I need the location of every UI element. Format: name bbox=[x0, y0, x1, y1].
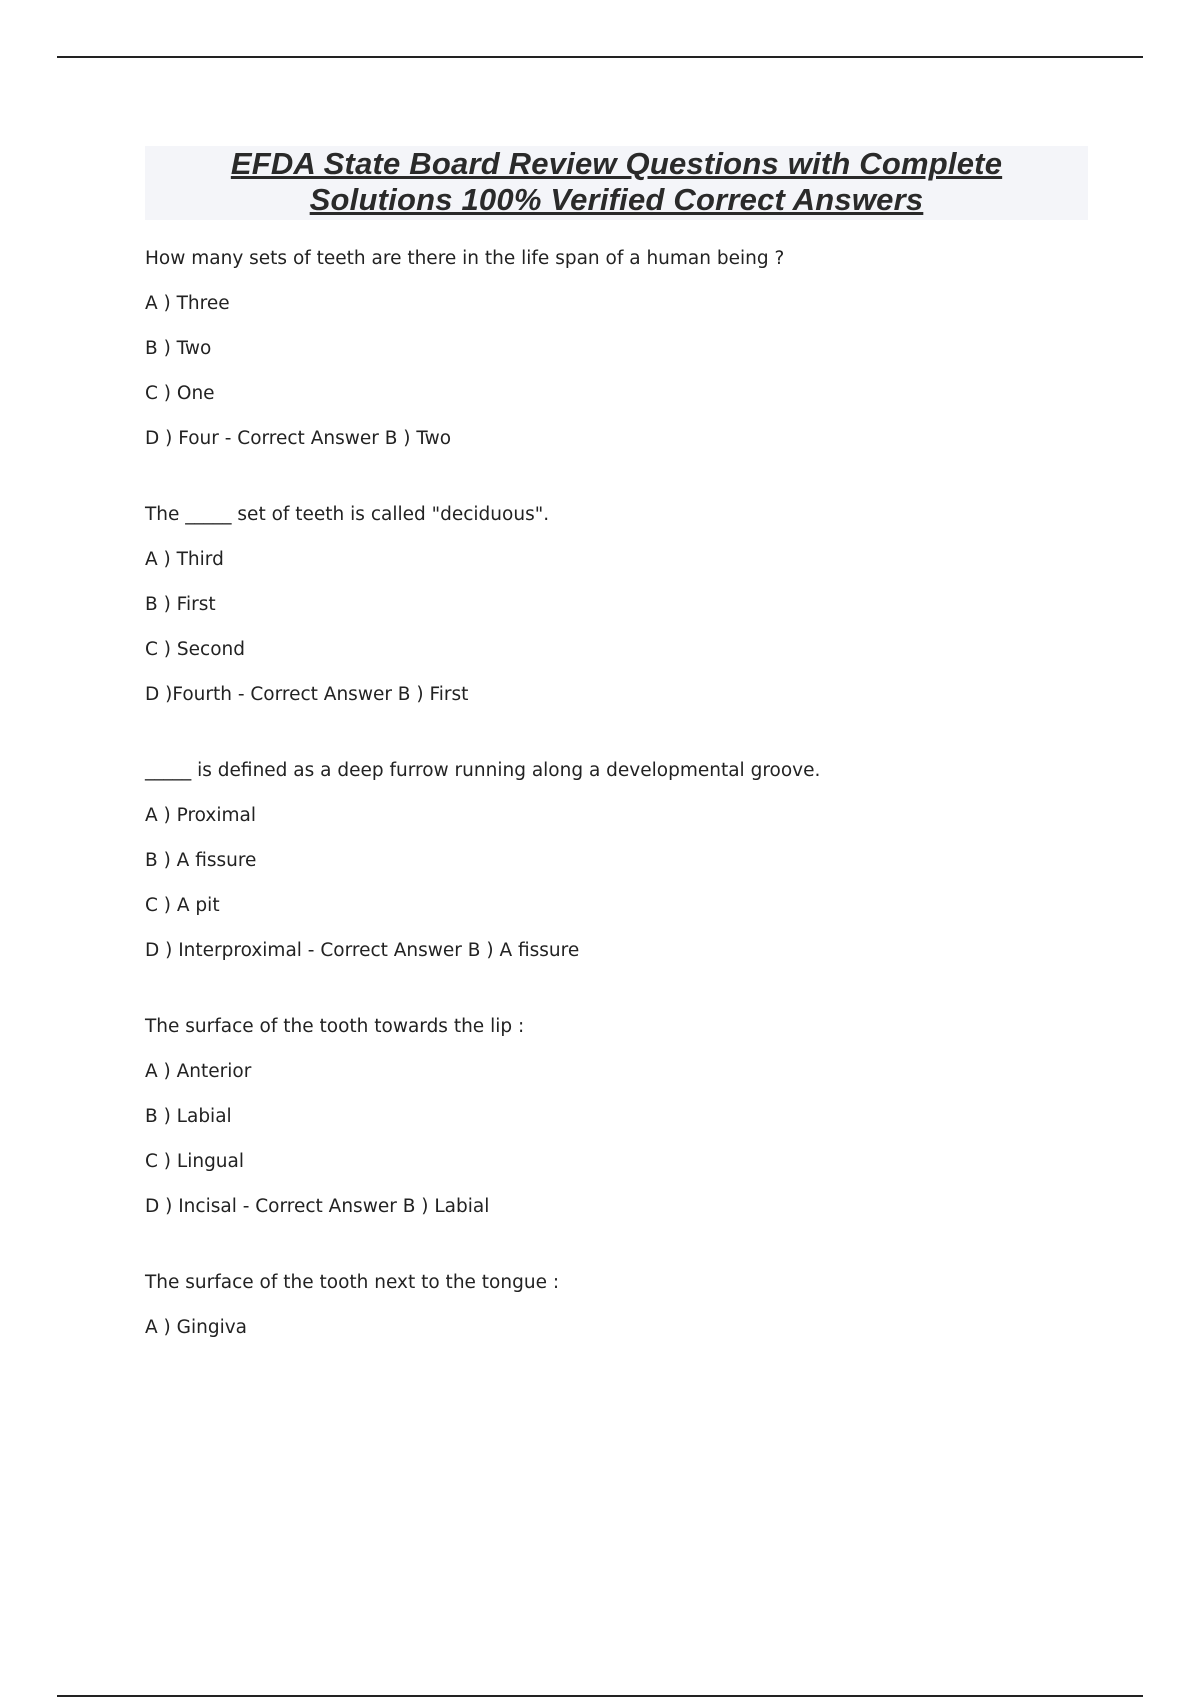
answer-option: A ) Proximal bbox=[145, 805, 256, 826]
answer-option: B ) Labial bbox=[145, 1106, 232, 1127]
question-1 bbox=[145, 246, 1088, 452]
bottom-rule bbox=[57, 1695, 1143, 1697]
top-rule bbox=[57, 56, 1143, 58]
answer-option: A ) Gingiva bbox=[145, 1317, 248, 1338]
answer-option-with-correct-answer: D )Fourth - Correct Answer B ) First bbox=[145, 684, 469, 705]
question-prompt: _____ is defined as a deep furrow running along a developmental groove. bbox=[145, 760, 821, 781]
answer-option-with-correct-answer: D ) Incisal - Correct Answer B ) Labial bbox=[145, 1196, 490, 1217]
question-prompt: The surface of the tooth towards the lip : bbox=[145, 1016, 525, 1037]
question-list bbox=[145, 246, 1088, 1391]
question-prompt: The _____ set of teeth is called "deciduous". bbox=[145, 504, 550, 525]
answer-option: B ) First bbox=[145, 594, 216, 615]
answer-option: A ) Anterior bbox=[145, 1061, 252, 1082]
answer-option: A ) Third bbox=[145, 549, 224, 570]
answer-option: A ) Three bbox=[145, 293, 230, 314]
answer-option-with-correct-answer: D ) Four - Correct Answer B ) Two bbox=[145, 428, 452, 449]
question-2 bbox=[145, 502, 1088, 708]
document-title bbox=[145, 146, 1088, 220]
title-line-2: Solutions 100% Verified Correct Answers bbox=[309, 182, 924, 217]
question-prompt: The surface of the tooth next to the tongue : bbox=[145, 1272, 560, 1293]
answer-option: C ) A pit bbox=[145, 895, 220, 916]
question-5 bbox=[145, 1270, 1088, 1341]
answer-option: C ) Lingual bbox=[145, 1151, 245, 1172]
question-4 bbox=[145, 1014, 1088, 1220]
answer-option: C ) One bbox=[145, 383, 215, 404]
answer-option-with-correct-answer: D ) Interproximal - Correct Answer B ) A fissure bbox=[145, 940, 580, 961]
question-3 bbox=[145, 758, 1088, 964]
answer-option: B ) Two bbox=[145, 338, 212, 359]
answer-option: C ) Second bbox=[145, 639, 245, 660]
question-prompt: How many sets of teeth are there in the life span of a human being ? bbox=[145, 248, 785, 269]
answer-option: B ) A fissure bbox=[145, 850, 257, 871]
title-line-1: EFDA State Board Review Questions with Complete bbox=[230, 146, 1003, 181]
